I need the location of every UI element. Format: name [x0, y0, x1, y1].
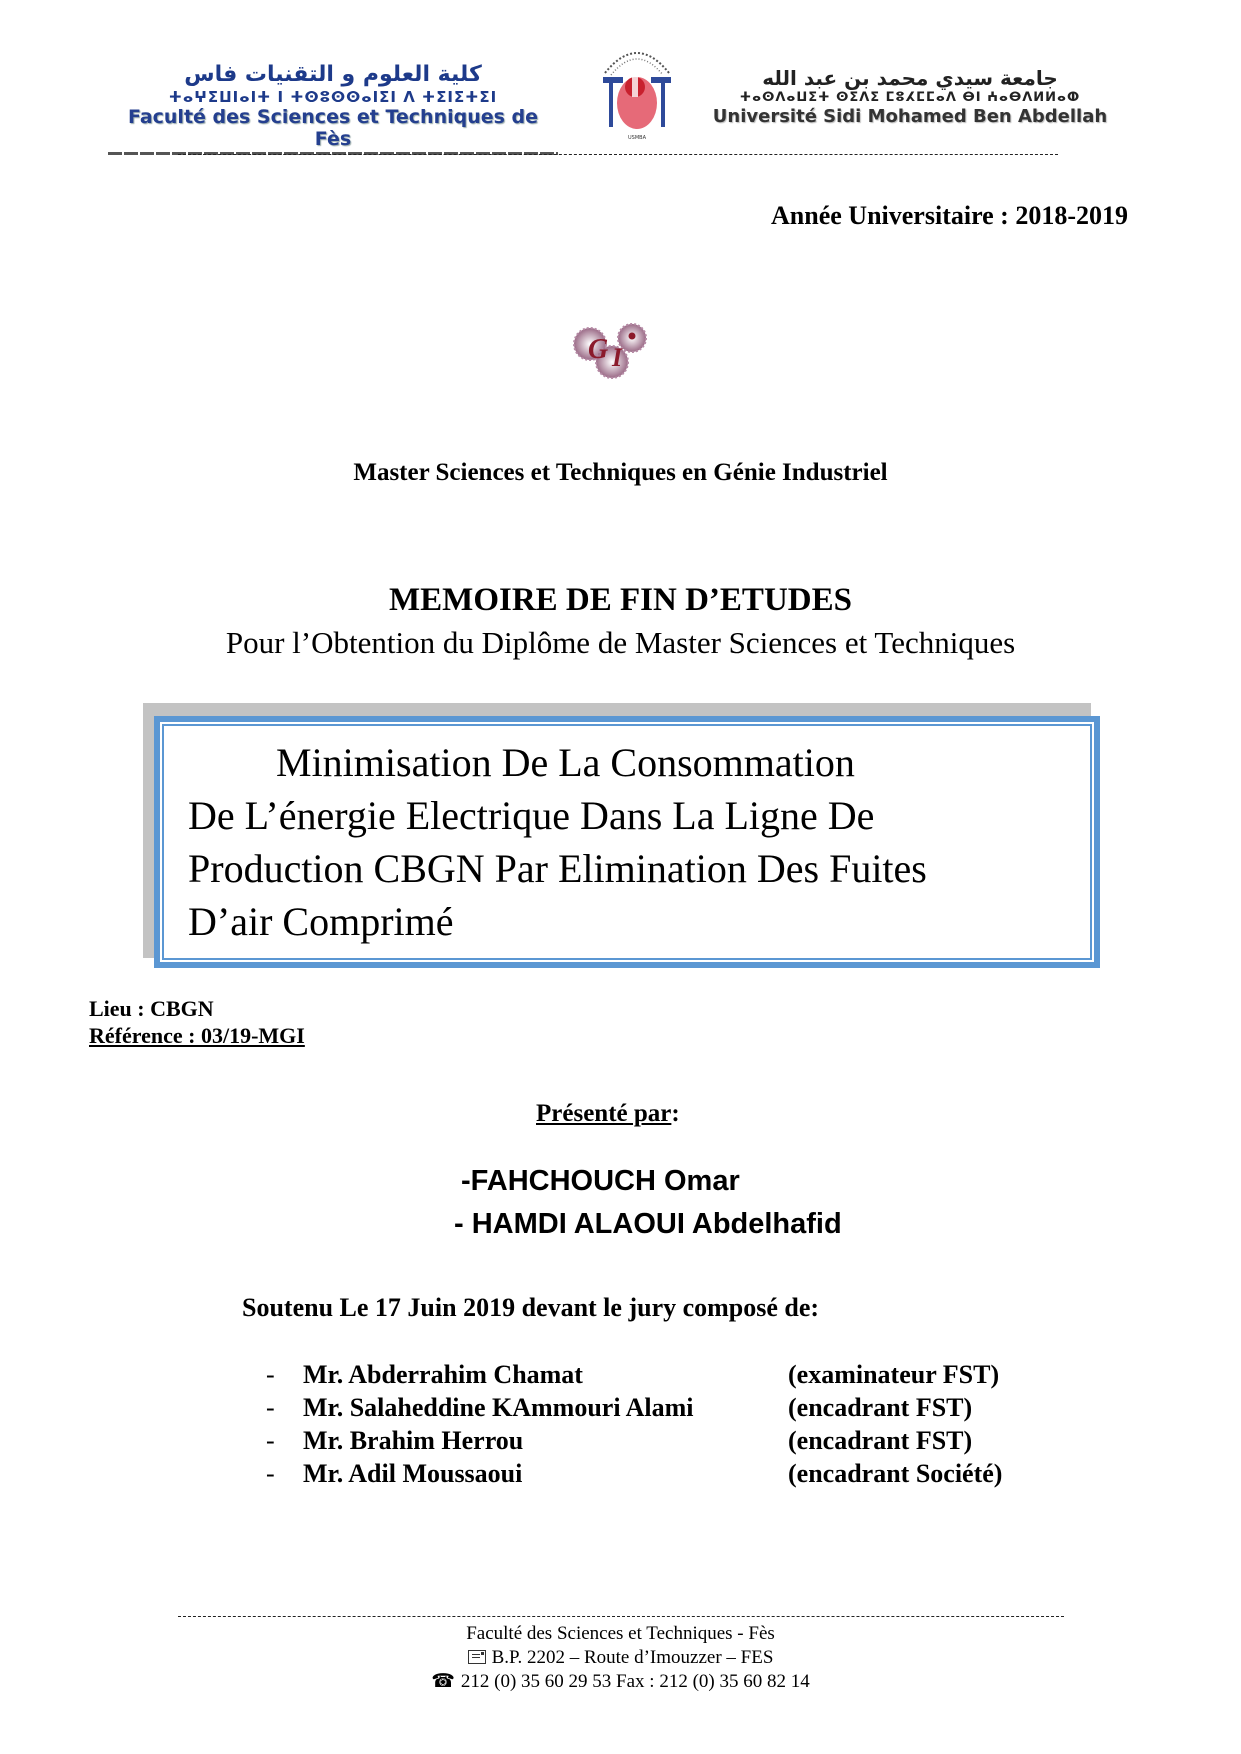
faculty-name-arabic: كلية العلوم و التقنيات فاس	[184, 62, 482, 87]
jury-member	[262, 1459, 1062, 1492]
jury-member-role: (examinateur FST)	[788, 1360, 1000, 1389]
faculty-name-french: Faculté des Sciences et Techniques de Fès	[127, 106, 539, 150]
university-name-french: Université Sidi Mohamed Ben Abdellah	[712, 106, 1108, 127]
title-line: Production CBGN Par Elimination Des Fuites	[188, 846, 927, 891]
presented-by-label: Présenté par	[536, 1100, 672, 1127]
program-name: Master Sciences et Techniques en Génie Industriel	[353, 459, 888, 486]
svg-text:USMBA: USMBA	[628, 135, 646, 141]
jury-member	[262, 1360, 1062, 1393]
header-divider	[178, 154, 1058, 155]
faculty-logo	[108, 62, 558, 155]
jury-member-role: (encadrant Société)	[788, 1459, 1003, 1488]
reference: Référence : 03/19-MGI	[89, 1023, 305, 1048]
jury-member	[262, 1426, 1062, 1459]
jury-member-name: Mr. Brahim Herrou	[303, 1426, 524, 1455]
jury-member-role: (encadrant FST)	[788, 1393, 973, 1422]
list-bullet: -	[266, 1459, 275, 1488]
thesis-title	[188, 736, 927, 948]
jury-member-name: Mr. Adil Moussaoui	[303, 1459, 523, 1488]
academic-year: Année Universitaire : 2018-2019	[771, 201, 1128, 230]
footer-divider	[178, 1616, 1064, 1617]
mail-icon	[468, 1650, 486, 1664]
list-bullet: -	[266, 1393, 275, 1422]
jury-list	[262, 1360, 1062, 1492]
faculty-name-tifinagh: ⵜⴰⵖⵉⵡⵏⴰⵏⵜ ⵏ ⵜⵙⵓⵙⵙⴰⵏⵉⵏ ⴷ ⵜⵉⵏⵉⵜⵉⵏ	[168, 88, 498, 106]
title-line: De L’énergie Electrique Dans La Ligne De	[188, 793, 875, 838]
jury-member-name: Mr. Abderrahim Chamat	[303, 1360, 583, 1389]
title-line: Minimisation De La Consommation	[276, 740, 855, 785]
student-name: - HAMDI ALAOUI Abdelhafid	[454, 1208, 842, 1240]
footer-phone	[0, 1670, 1241, 1694]
title-line: D’air Comprimé	[188, 899, 454, 944]
defense-statement: Soutenu Le 17 Juin 2019 devant le jury composé de:	[242, 1293, 820, 1322]
footer-phone-text: 212 (0) 35 60 29 53 Fax : 212 (0) 35 60 82 14	[460, 1671, 810, 1692]
jury-member-name: Mr. Salaheddine KAmmouri Alami	[303, 1393, 694, 1422]
presented-by-heading	[536, 1100, 680, 1128]
list-bullet: -	[266, 1426, 275, 1455]
document-purpose: Pour l’Obtention du Diplôme de Master Sciences et Techniques	[225, 625, 1016, 660]
presented-by-colon: :	[671, 1100, 680, 1127]
footer-address	[0, 1622, 1241, 1694]
phone-icon: ☎	[431, 1671, 455, 1692]
student-name: -FAHCHOUCH Omar	[461, 1165, 740, 1197]
university-logo	[700, 66, 1120, 128]
footer-postal-text: B.P. 2202 – Route d’Imouzzer – FES	[491, 1647, 774, 1668]
footer-postal	[0, 1646, 1241, 1670]
university-emblem-icon	[597, 33, 677, 145]
university-name-tifinagh: ⵜⴰⵙⴷⴰⵡⵉⵜ ⵙⵉⴷⵉ ⵎⵓⵃⵎⵎⴰⴷ ⴱⵏ ⵄⴰⴱⴷⵍⵍⴰⵀ	[739, 90, 1081, 105]
svg-text:I: I	[612, 343, 623, 372]
university-name-arabic: جامعة سيدي محمد بن عبد الله	[762, 66, 1058, 90]
location: Lieu : CBGN	[89, 996, 214, 1021]
jury-member	[262, 1393, 1062, 1426]
list-bullet: -	[266, 1360, 275, 1389]
thesis-title-box	[154, 716, 1100, 968]
document-type: MEMOIRE DE FIN D’ETUDES	[389, 582, 852, 618]
jury-member-role: (encadrant FST)	[788, 1426, 973, 1455]
svg-text:G: G	[588, 334, 609, 365]
gi-logo-icon	[570, 318, 650, 382]
footer-institution: Faculté des Sciences et Techniques - Fès	[466, 1623, 775, 1644]
